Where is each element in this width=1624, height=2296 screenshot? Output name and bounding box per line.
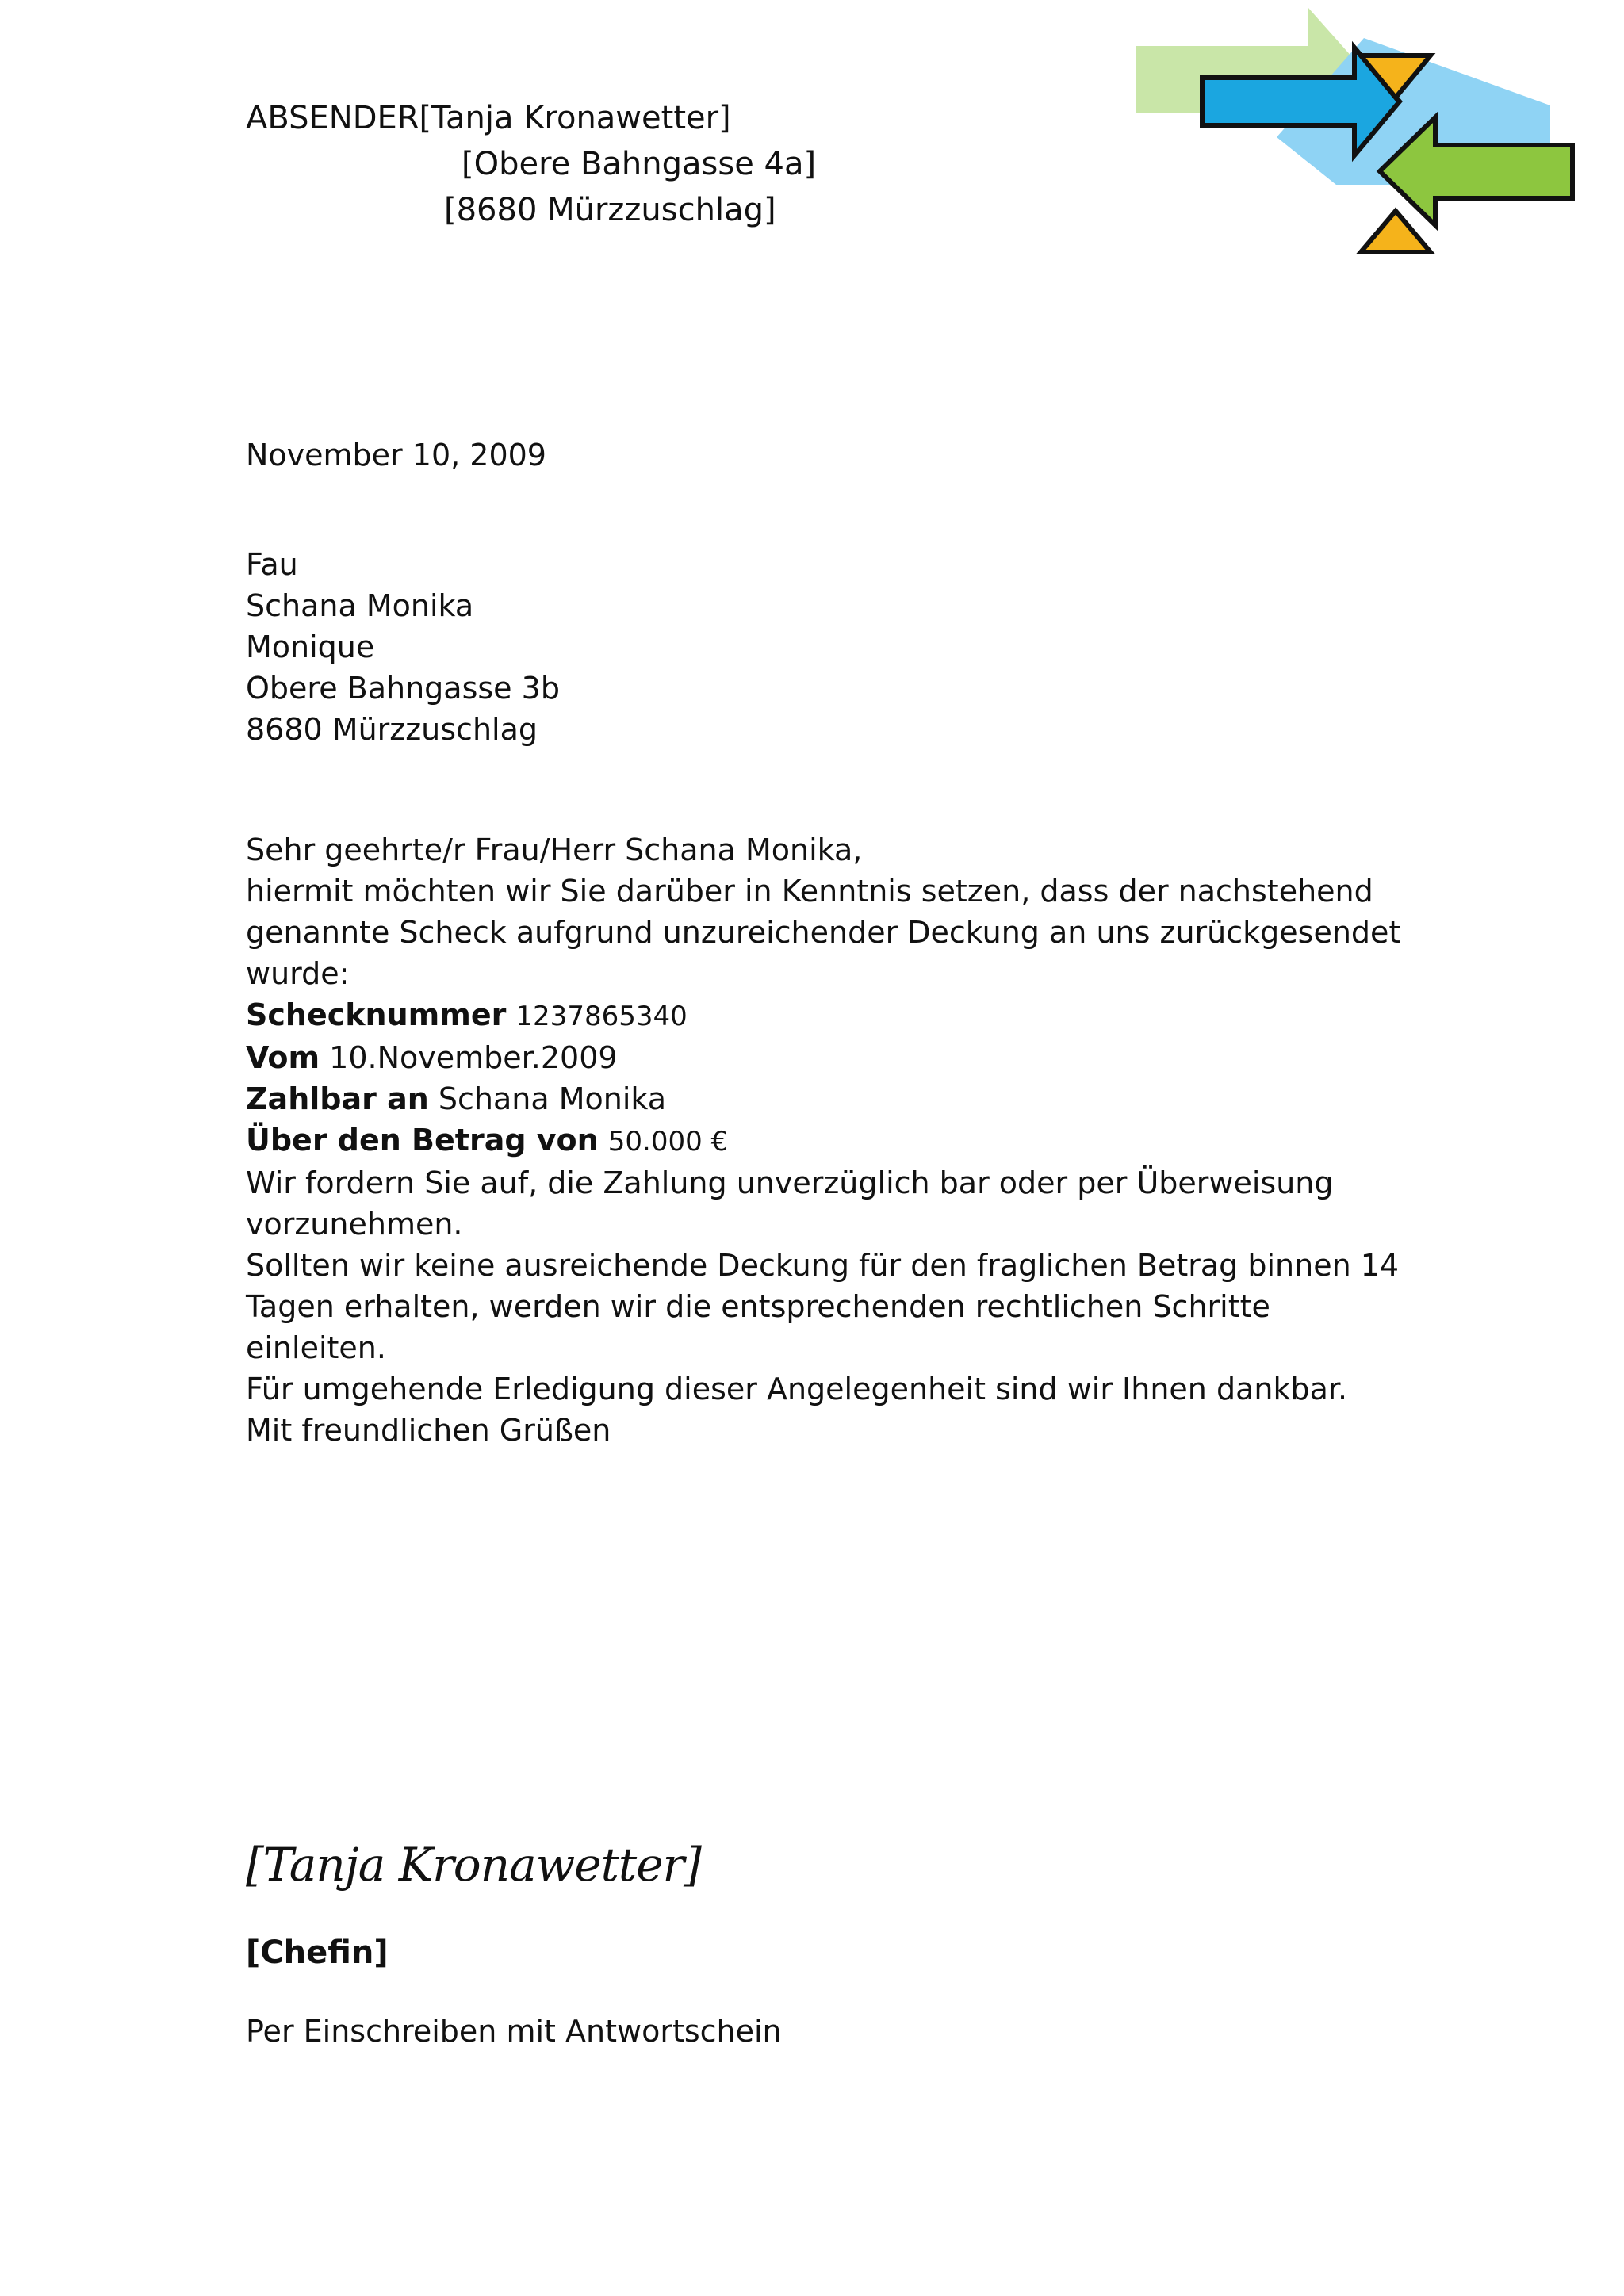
sender-city: [8680 Mürzzuschlag]: [444, 192, 776, 228]
payee-value: Schana Monika: [438, 1081, 667, 1116]
intro-paragraph: hiermit möchten wir Sie darüber in Kenntnis setzen, dass der nachstehend genannte Scheck aufgrund unzureichender Deckung an uns zurückgesendet wurde:: [246, 874, 1401, 991]
amount-field: [246, 1119, 1404, 1162]
recipient-city: 8680 Mürzzuschlag: [246, 712, 538, 747]
delivery-note: Per Einschreiben mit Antwortschein: [246, 2014, 782, 2049]
recipient-street: Obere Bahngasse 3b: [246, 671, 560, 706]
payee-field: [246, 1078, 1404, 1119]
amount-value: 50.000 €: [607, 1126, 729, 1158]
recipient-address: [246, 544, 560, 750]
salutation: Sehr geehrte/r Frau/Herr Schana Monika,: [246, 832, 863, 867]
amount-label: Über den Betrag von: [246, 1123, 599, 1158]
sender-street: [Obere Bahngasse 4a]: [462, 146, 817, 182]
signature: [Tanja Kronawetter]: [246, 1838, 701, 1892]
company-logo: [1126, 6, 1586, 260]
recipient-title: Fau: [246, 547, 298, 582]
payee-label: Zahlbar an: [246, 1081, 429, 1116]
sender-name: ABSENDER[Tanja Kronawetter]: [246, 100, 731, 136]
check-date-value: 10.November.2009: [329, 1040, 618, 1075]
letter-body: [246, 829, 1404, 1451]
closing-phrase: Mit freundlichen Grüßen: [246, 1413, 611, 1448]
letter-date: November 10, 2009: [246, 438, 546, 473]
check-date-label: Vom: [246, 1040, 320, 1075]
check-number-label: Schecknummer: [246, 997, 507, 1032]
check-date-field: [246, 1037, 1404, 1078]
sender-block: [246, 95, 816, 233]
payment-request-paragraph: Wir fordern Sie auf, die Zahlung unverzüglich bar oder per Überweisung vorzunehmen.: [246, 1165, 1334, 1242]
check-number-field: [246, 994, 1404, 1037]
recipient-name-extra: Monique: [246, 629, 375, 664]
legal-warning-paragraph: Sollten wir keine ausreichende Deckung für den fraglichen Betrag binnen 14 Tagen erhalten, werden wir die entsprechenden rechtlichen Schritte einleiten.: [246, 1248, 1400, 1365]
check-number-value: 1237865340: [515, 1001, 688, 1032]
signer-role: [Chefin]: [246, 1934, 389, 1971]
recipient-name: Schana Monika: [246, 588, 474, 623]
thanks-paragraph: Für umgehende Erledigung dieser Angelegenheit sind wir Ihnen dankbar.: [246, 1372, 1348, 1406]
